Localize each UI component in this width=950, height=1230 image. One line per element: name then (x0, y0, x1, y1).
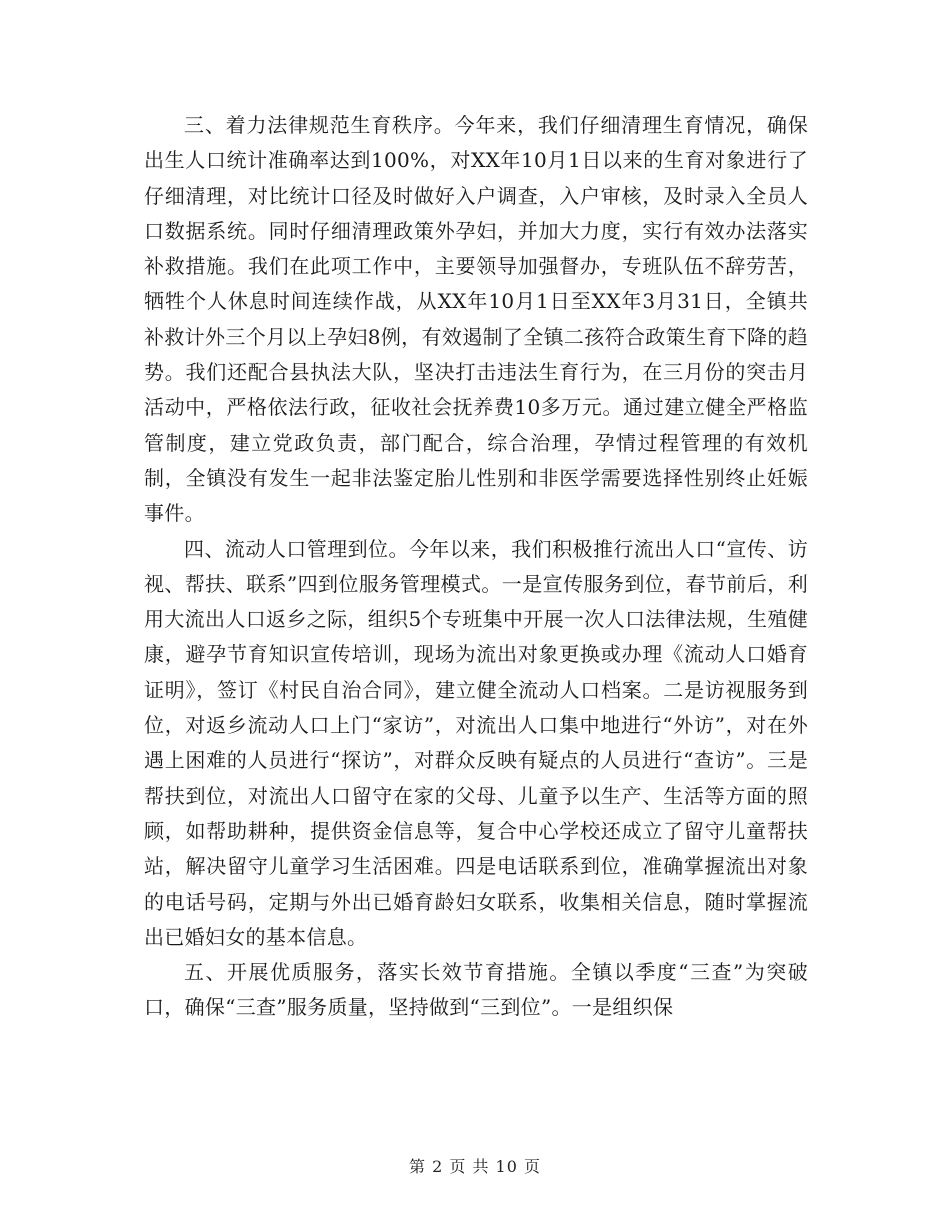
document-body (144, 108, 808, 1026)
paragraph-section-5: 五、开展优质服务，落实长效节育措施。全镇以季度“三查”为突破口，确保“三查”服务质量，坚持做到“三到位”。一是组织保 (144, 960, 808, 1020)
page-footer: 第 2 页 共 10 页 (409, 1157, 541, 1176)
paragraph-section-3: 三、着力法律规范生育秩序。今年来，我们仔细清理生育情况，确保出生人口统计准确率达到100%，对XX年10月1日以来的生育对象进行了仔细清理，对比统计口径及时做好入户调查，入户审核，及时录入全员人口数据系统。同时仔细清理政策外孕妇，并加大力度，实行有效办法落实补救措施。我们在此项工作中，主要领导加强督办，专班队伍不辞劳苦，牺牲个人休息时间连续作战，从XX年10月1日至XX年3月31日，全镇共补救计外三个月以上孕妇8例，有效遏制了全镇二孩符合政策生育下降的趋势。我们还配合县执法大队，坚决打击违法生育行为，在三月份的突击月活动中，严格依法行政，征收社会抚养费10多万元。通过建立健全严格监管制度，建立党政负责，部门配合，综合治理，孕情过程管理的有效机制，全镇没有发生一起非法鉴定胎儿性别和非医学需要选择性别终止妊娠事件。 (144, 113, 808, 526)
paragraph-section-4: 四、流动人口管理到位。今年以来，我们积极推行流出人口“宣传、访视、帮扶、联系”四到位服务管理模式。一是宣传服务到位，春节前后，利用大流出人口返乡之际，组织5个专班集中开展一次人口法律法规，生殖健康，避孕节育知识宣传培训，现场为流出对象更换或办理《流动人口婚育证明》，签订《村民自治合同》，建立健全流动人口档案。二是访视服务到位，对返乡流动人口上门“家访”，对流出人口集中地进行“外访”，对在外遇上困难的人员进行“探访”，对群众反映有疑点的人员进行“查访”。三是帮扶到位，对流出人口留守在家的父母、儿童予以生产、生活等方面的照顾，如帮助耕种，提供资金信息等，复合中心学校还成立了留守儿童帮扶站，解决留守儿童学习生活困难。四是电话联系到位，准确掌握流出对象的电话号码，定期与外出已婚育龄妇女联系，收集相关信息，随时掌握流出已婚妇女的基本信息。 (144, 536, 808, 949)
